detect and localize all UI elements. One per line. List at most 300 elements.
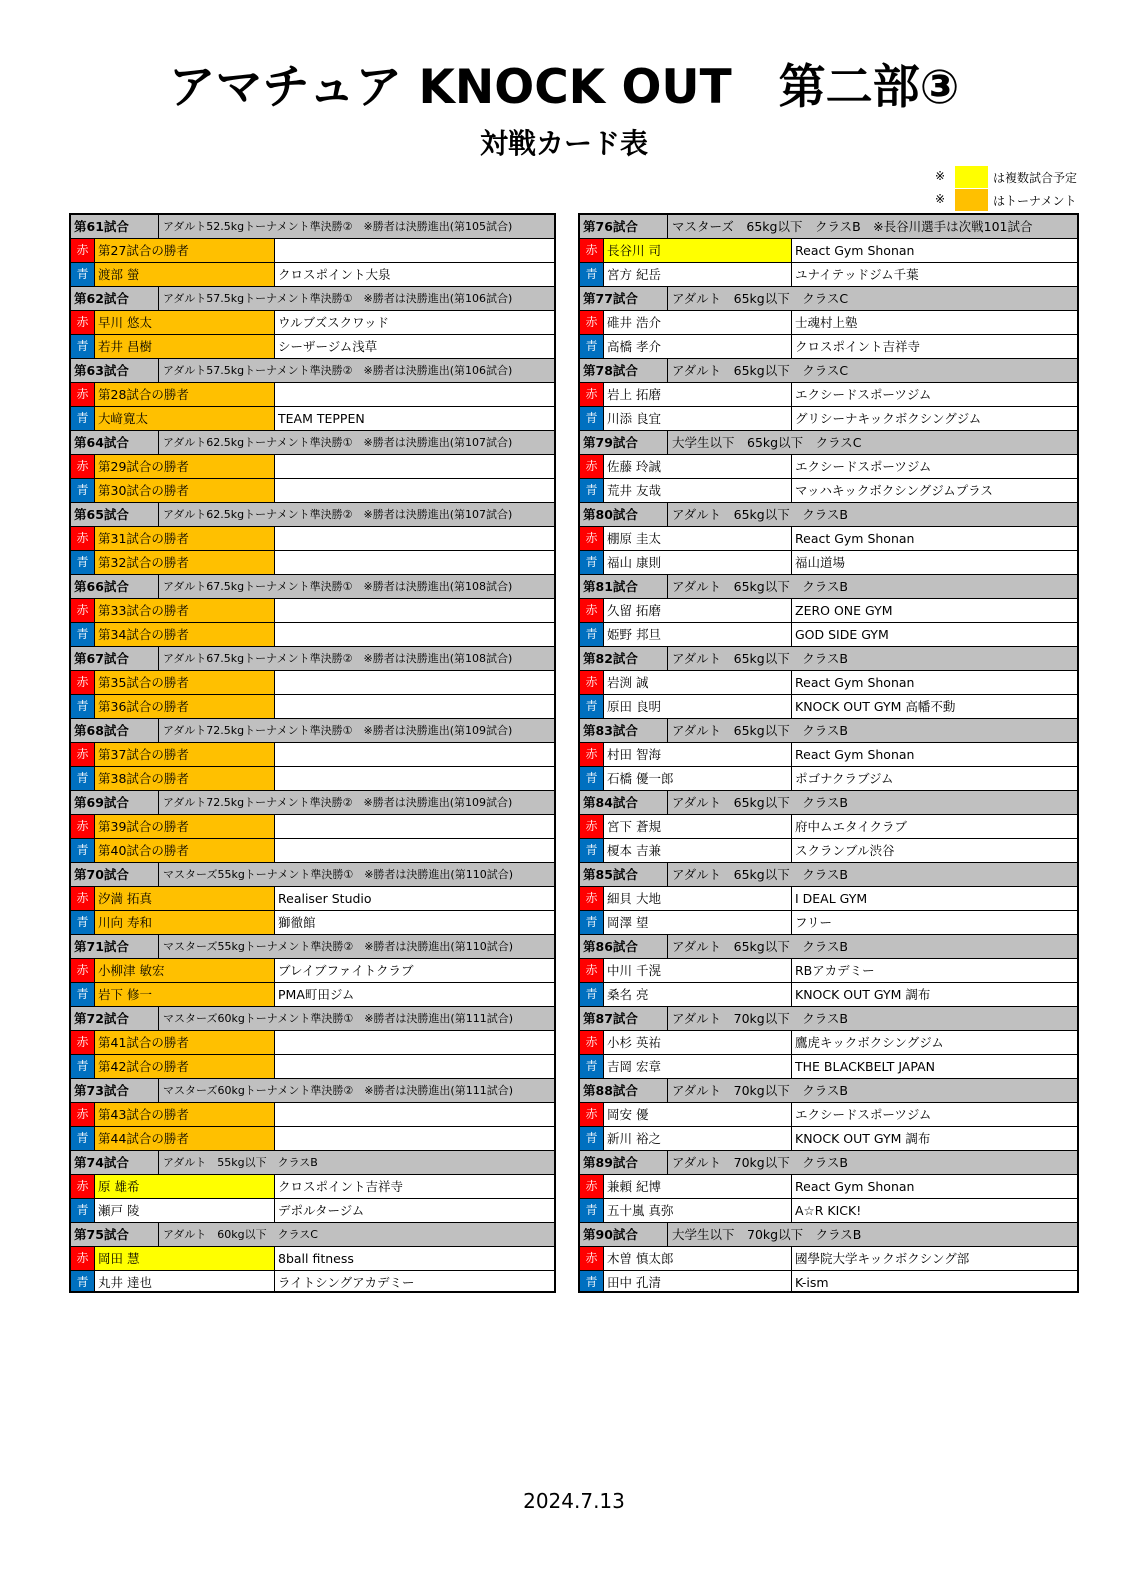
fighter-row-blue <box>580 407 1077 431</box>
fighter-gym: クロスポイント吉祥寺 <box>278 1179 404 1194</box>
match-header-row <box>580 1007 1077 1031</box>
fighter-name: 第37試合の勝者 <box>95 743 275 766</box>
match-description: マスターズ 65kg以下 クラスB ※長谷川選手は次戦101試合 <box>672 219 1033 234</box>
fighter-name: 川添 良宜 <box>604 407 792 430</box>
match-block <box>71 935 554 1007</box>
corner-label-blue: 青 <box>580 551 604 574</box>
match-number: 第62試合 <box>71 287 159 310</box>
fighter-name: 岡田 慧 <box>95 1247 275 1270</box>
fighter-row-red <box>580 1247 1077 1271</box>
fighter-row-red <box>71 1031 554 1055</box>
match-number: 第89試合 <box>580 1151 668 1174</box>
fighter-row-blue <box>580 1271 1077 1293</box>
match-header-row <box>71 863 554 887</box>
corner-label-blue: 青 <box>580 767 604 790</box>
fighter-name: 五十嵐 真弥 <box>604 1199 792 1222</box>
corner-label-blue: 青 <box>71 1199 95 1222</box>
fighter-gym: KNOCK OUT GYM 調布 <box>795 987 931 1002</box>
fighter-gym: クロスポイント大泉 <box>278 267 391 282</box>
fighter-row-blue <box>580 911 1077 935</box>
fighter-row-red <box>580 887 1077 911</box>
fighter-name: 第29試合の勝者 <box>95 455 275 478</box>
fighter-gym: エクシードスポーツジム <box>795 1107 932 1122</box>
fighter-name: 細貝 大地 <box>604 887 792 910</box>
match-header-row <box>580 647 1077 671</box>
fighter-gym <box>275 239 554 262</box>
corner-label-blue: 青 <box>580 623 604 646</box>
legend-text: は複数試合予定 <box>993 171 1078 185</box>
match-block <box>71 863 554 935</box>
corner-label-red: 赤 <box>71 815 95 838</box>
match-header-row <box>580 215 1077 239</box>
match-block <box>580 719 1077 791</box>
corner-label-blue: 青 <box>580 695 604 718</box>
fighter-name: 川向 寿和 <box>95 911 275 934</box>
fighter-name: 中川 千滉 <box>604 959 792 982</box>
match-number: 第74試合 <box>71 1151 159 1174</box>
match-number: 第88試合 <box>580 1079 668 1102</box>
fighter-row-red <box>71 1247 554 1271</box>
match-header-row <box>580 503 1077 527</box>
fighter-gym: デポルタージム <box>278 1203 365 1218</box>
match-block <box>71 1151 554 1223</box>
fighter-name: 第34試合の勝者 <box>95 623 275 646</box>
page-title: アマチュア KNOCK OUT 第二部③ <box>168 60 960 115</box>
match-block <box>580 1079 1077 1151</box>
fighter-name: 第39試合の勝者 <box>95 815 275 838</box>
fighter-row-red <box>71 239 554 263</box>
corner-label-red: 赤 <box>71 887 95 910</box>
corner-label-red: 赤 <box>580 455 604 478</box>
fighter-name: 大﨑寛太 <box>95 407 275 430</box>
fighter-row-red <box>71 527 554 551</box>
fighter-name: 早川 悠太 <box>95 311 275 334</box>
match-description: アダルト 65kg以下 クラスB <box>672 939 848 954</box>
corner-label-blue: 青 <box>71 839 95 862</box>
match-number: 第72試合 <box>71 1007 159 1030</box>
fighter-name: 第28試合の勝者 <box>95 383 275 406</box>
fighter-row-red <box>580 1175 1077 1199</box>
fighter-row-blue <box>71 479 554 503</box>
corner-label-blue: 青 <box>71 983 95 1006</box>
match-block <box>71 1223 554 1293</box>
fighter-name: 兼頼 紀博 <box>604 1175 792 1198</box>
fighter-name: 榎本 吉兼 <box>604 839 792 862</box>
fighter-gym: I DEAL GYM <box>795 891 868 906</box>
legend-text: はトーナメント <box>993 194 1077 208</box>
fighter-gym <box>275 815 554 838</box>
fighter-gym: ZERO ONE GYM <box>795 603 893 618</box>
match-number: 第68試合 <box>71 719 159 742</box>
match-description: アダルト 65kg以下 クラスB <box>672 795 848 810</box>
fighter-gym: 鷹虎キックボクシングジム <box>795 1035 944 1050</box>
fighter-name: 木曽 慎太郎 <box>604 1247 792 1270</box>
match-number: 第79試合 <box>580 431 668 454</box>
fighter-row-red <box>71 383 554 407</box>
fighter-row-blue <box>580 551 1077 575</box>
match-block <box>580 575 1077 647</box>
corner-label-red: 赤 <box>71 743 95 766</box>
fighter-row-red <box>71 1103 554 1127</box>
fighter-gym <box>275 479 554 502</box>
match-description: アダルト57.5kgトーナメント準決勝① ※勝者は決勝進出(第106試合) <box>163 292 513 305</box>
fighter-name: 岡澤 望 <box>604 911 792 934</box>
corner-label-blue: 青 <box>580 1199 604 1222</box>
fighter-name: 小柳津 敏宏 <box>95 959 275 982</box>
match-header-row <box>71 503 554 527</box>
fighter-name: 新川 裕之 <box>604 1127 792 1150</box>
fighter-row-red <box>71 959 554 983</box>
corner-label-blue: 青 <box>580 479 604 502</box>
fighter-row-blue <box>71 1199 554 1223</box>
corner-label-blue: 青 <box>580 911 604 934</box>
corner-label-red: 赤 <box>580 383 604 406</box>
fighter-gym: 士魂村上塾 <box>795 315 858 330</box>
corner-label-red: 赤 <box>71 1175 95 1198</box>
match-number: 第80試合 <box>580 503 668 526</box>
fighter-gym: RBアカデミー <box>795 963 875 978</box>
corner-label-blue: 青 <box>580 839 604 862</box>
fighter-name: 姫野 邦旦 <box>604 623 792 646</box>
match-block <box>71 359 554 431</box>
fighter-gym <box>275 1127 554 1150</box>
match-description: アダルト 70kg以下 クラスB <box>672 1011 848 1026</box>
match-description: アダルト52.5kgトーナメント準決勝② ※勝者は決勝進出(第105試合) <box>163 220 513 233</box>
fighter-name: 長谷川 司 <box>604 239 792 262</box>
fighter-row-blue <box>71 767 554 791</box>
fighter-gym <box>275 671 554 694</box>
match-header-row <box>580 431 1077 455</box>
fighter-gym <box>275 1103 554 1126</box>
match-block <box>580 791 1077 863</box>
fighter-name: 第27試合の勝者 <box>95 239 275 262</box>
fighter-row-red <box>580 599 1077 623</box>
match-header-row <box>580 791 1077 815</box>
fighter-row-red <box>71 743 554 767</box>
match-header-row <box>71 1223 554 1247</box>
legend-swatch-yellow <box>955 166 988 188</box>
fighter-row-blue <box>71 695 554 719</box>
corner-label-blue: 青 <box>580 1271 604 1293</box>
corner-label-blue: 青 <box>71 767 95 790</box>
match-block <box>71 791 554 863</box>
match-block <box>71 431 554 503</box>
fighter-gym: TEAM TEPPEN <box>278 411 365 426</box>
match-header-row <box>71 935 554 959</box>
match-number: 第77試合 <box>580 287 668 310</box>
fighter-gym: エクシードスポーツジム <box>795 459 932 474</box>
fighter-name: 田中 孔清 <box>604 1271 792 1293</box>
corner-label-red: 赤 <box>580 527 604 550</box>
fighter-gym: React Gym Shonan <box>795 1179 915 1194</box>
fighter-row-red <box>71 815 554 839</box>
match-number: 第63試合 <box>71 359 159 382</box>
corner-label-blue: 青 <box>580 263 604 286</box>
corner-label-blue: 青 <box>71 1271 95 1293</box>
match-header-row <box>71 1079 554 1103</box>
match-description: アダルト72.5kgトーナメント準決勝① ※勝者は決勝進出(第109試合) <box>163 724 513 737</box>
fighter-gym <box>275 551 554 574</box>
fighter-row-red <box>580 1103 1077 1127</box>
match-description: アダルト62.5kgトーナメント準決勝② ※勝者は決勝進出(第107試合) <box>163 508 513 521</box>
fighter-name: 第31試合の勝者 <box>95 527 275 550</box>
match-description: マスターズ60kgトーナメント準決勝① ※勝者は決勝進出(第111試合) <box>163 1012 514 1025</box>
fighter-row-blue <box>71 1055 554 1079</box>
match-block <box>580 1007 1077 1079</box>
fighter-gym: マッハキックボクシングジムプラス <box>795 483 993 498</box>
fighter-name: 岡安 優 <box>604 1103 792 1126</box>
fighter-row-red <box>580 527 1077 551</box>
fighter-name: 原 雄希 <box>95 1175 275 1198</box>
corner-label-blue: 青 <box>71 407 95 430</box>
fighter-gym <box>275 383 554 406</box>
corner-label-red: 赤 <box>580 311 604 334</box>
match-description: マスターズ55kgトーナメント準決勝② ※勝者は決勝進出(第110試合) <box>163 940 514 953</box>
fighter-name: 原田 良明 <box>604 695 792 718</box>
corner-label-red: 赤 <box>71 455 95 478</box>
corner-label-blue: 青 <box>71 1127 95 1150</box>
fighter-row-blue <box>580 1127 1077 1151</box>
fighter-row-red <box>71 671 554 695</box>
match-description: マスターズ55kgトーナメント準決勝① ※勝者は決勝進出(第110試合) <box>163 868 514 881</box>
fighter-gym: 獅徹館 <box>278 915 316 930</box>
corner-label-blue: 青 <box>71 1055 95 1078</box>
fighter-gym: ライトシングアカデミー <box>278 1275 415 1290</box>
match-description: アダルト 60kg以下 クラスC <box>163 1228 318 1241</box>
fighter-name: 桑名 亮 <box>604 983 792 1006</box>
corner-label-red: 赤 <box>580 887 604 910</box>
match-description: アダルト 65kg以下 クラスB <box>672 507 848 522</box>
fighter-name: 瀬戸 陵 <box>95 1199 275 1222</box>
fighter-row-blue <box>580 623 1077 647</box>
match-description: アダルト67.5kgトーナメント準決勝① ※勝者は決勝進出(第108試合) <box>163 580 513 593</box>
fighter-row-red <box>71 887 554 911</box>
corner-label-blue: 青 <box>71 479 95 502</box>
fighter-gym: 福山道場 <box>795 555 846 570</box>
corner-label-red: 赤 <box>71 959 95 982</box>
fighter-row-blue <box>580 263 1077 287</box>
match-description: アダルト72.5kgトーナメント準決勝② ※勝者は決勝進出(第109試合) <box>163 796 513 809</box>
fighter-name: 岩下 修一 <box>95 983 275 1006</box>
match-description: アダルト 70kg以下 クラスB <box>672 1083 848 1098</box>
fighter-gym: Realiser Studio <box>278 891 372 906</box>
fighter-gym <box>275 1055 554 1078</box>
fighter-name: 碓井 浩介 <box>604 311 792 334</box>
match-number: 第71試合 <box>71 935 159 958</box>
corner-label-red: 赤 <box>580 1103 604 1126</box>
fighter-gym <box>275 767 554 790</box>
fighter-row-blue <box>71 839 554 863</box>
fighter-name: 第40試合の勝者 <box>95 839 275 862</box>
fighter-gym: KNOCK OUT GYM 高幡不動 <box>795 699 956 714</box>
fighter-gym: KNOCK OUT GYM 調布 <box>795 1131 931 1146</box>
match-description: 大学生以下 70kg以下 クラスB <box>672 1227 862 1242</box>
match-header-row <box>580 935 1077 959</box>
fighter-gym: 8ball fitness <box>278 1251 354 1266</box>
match-block <box>580 431 1077 503</box>
match-header-row <box>71 791 554 815</box>
match-block <box>71 1079 554 1151</box>
match-block <box>71 1007 554 1079</box>
fighter-name: 渡部 螢 <box>95 263 275 286</box>
fighter-gym: シーザージム浅草 <box>278 339 378 354</box>
match-number: 第86試合 <box>580 935 668 958</box>
match-header-row <box>71 647 554 671</box>
match-description: アダルト57.5kgトーナメント準決勝② ※勝者は決勝進出(第106試合) <box>163 364 513 377</box>
fighter-row-blue <box>580 1055 1077 1079</box>
match-header-row <box>71 215 554 239</box>
fighter-name: 宮方 紀岳 <box>604 263 792 286</box>
fighter-gym: ブレイブファイトクラブ <box>278 963 414 978</box>
match-number: 第84試合 <box>580 791 668 814</box>
fighter-gym: K-ism <box>795 1275 829 1290</box>
fighter-gym: PMA町田ジム <box>278 987 355 1002</box>
match-header-row <box>71 1151 554 1175</box>
fighter-row-blue <box>580 479 1077 503</box>
match-description: アダルト 55kg以下 クラスB <box>163 1156 318 1169</box>
fighter-row-red <box>580 743 1077 767</box>
fighter-row-blue <box>580 839 1077 863</box>
corner-label-red: 赤 <box>580 1247 604 1270</box>
fighter-row-red <box>580 239 1077 263</box>
fighter-row-red <box>580 815 1077 839</box>
fighter-gym: ウルブズスクワッド <box>278 315 390 330</box>
match-header-row <box>71 1007 554 1031</box>
fighter-gym <box>275 455 554 478</box>
fighter-gym <box>275 743 554 766</box>
match-header-row <box>580 863 1077 887</box>
corner-label-blue: 青 <box>580 983 604 1006</box>
fighter-row-blue <box>71 623 554 647</box>
fighter-row-red <box>580 455 1077 479</box>
match-block <box>580 215 1077 287</box>
fighter-name: 第36試合の勝者 <box>95 695 275 718</box>
event-date: 2024.7.13 <box>523 1489 625 1513</box>
match-block <box>71 575 554 647</box>
fighter-row-red <box>580 383 1077 407</box>
fighter-name: 福山 康則 <box>604 551 792 574</box>
corner-label-blue: 青 <box>71 695 95 718</box>
match-number: 第85試合 <box>580 863 668 886</box>
fighter-name: 第35試合の勝者 <box>95 671 275 694</box>
fighter-gym: フリー <box>795 915 833 930</box>
corner-label-red: 赤 <box>71 1031 95 1054</box>
fighter-gym: ポゴナクラブジム <box>795 771 894 786</box>
corner-label-blue: 青 <box>71 335 95 358</box>
fighter-row-blue <box>580 983 1077 1007</box>
corner-label-red: 赤 <box>580 671 604 694</box>
legend-mark: ※ <box>935 169 946 183</box>
fighter-row-blue <box>580 335 1077 359</box>
legend-swatch-orange <box>955 189 988 211</box>
fighter-name: 棚原 圭太 <box>604 527 792 550</box>
fighter-name: 久留 拓磨 <box>604 599 792 622</box>
corner-label-blue: 青 <box>71 551 95 574</box>
match-description: アダルト 65kg以下 クラスB <box>672 651 848 666</box>
match-header-row <box>580 575 1077 599</box>
match-block <box>580 503 1077 575</box>
corner-label-blue: 青 <box>580 335 604 358</box>
fighter-name: 第44試合の勝者 <box>95 1127 275 1150</box>
fighter-name: 第33試合の勝者 <box>95 599 275 622</box>
fighter-row-red <box>71 311 554 335</box>
match-block <box>580 359 1077 431</box>
fighter-name: 村田 智海 <box>604 743 792 766</box>
fighter-gym: THE BLACKBELT JAPAN <box>795 1059 935 1074</box>
fighter-row-red <box>580 959 1077 983</box>
match-number: 第78試合 <box>580 359 668 382</box>
match-number: 第66試合 <box>71 575 159 598</box>
fighter-gym: エクシードスポーツジム <box>795 387 932 402</box>
match-description: アダルト 65kg以下 クラスC <box>672 291 849 306</box>
fighter-row-red <box>71 599 554 623</box>
corner-label-red: 赤 <box>71 239 95 262</box>
fighter-name: 吉岡 宏章 <box>604 1055 792 1078</box>
corner-label-red: 赤 <box>580 599 604 622</box>
corner-label-red: 赤 <box>580 1031 604 1054</box>
fighter-name: 第41試合の勝者 <box>95 1031 275 1054</box>
corner-label-red: 赤 <box>580 239 604 262</box>
fighter-name: 第32試合の勝者 <box>95 551 275 574</box>
fighter-row-blue <box>71 983 554 1007</box>
match-block <box>580 287 1077 359</box>
fighter-gym: GOD SIDE GYM <box>795 627 889 642</box>
fighter-gym <box>275 839 554 862</box>
match-block <box>580 863 1077 935</box>
match-number: 第61試合 <box>71 215 159 238</box>
match-block <box>71 287 554 359</box>
fighter-name: 岩上 拓磨 <box>604 383 792 406</box>
fighter-name: 若井 昌樹 <box>95 335 275 358</box>
match-number: 第65試合 <box>71 503 159 526</box>
fighter-gym: 府中ムエタイクラブ <box>795 819 908 834</box>
fighter-row-blue <box>71 1127 554 1151</box>
match-header-row <box>580 287 1077 311</box>
match-block <box>580 1151 1077 1223</box>
fighter-row-red <box>71 1175 554 1199</box>
match-block <box>580 1223 1077 1293</box>
fighter-name: 第38試合の勝者 <box>95 767 275 790</box>
fighter-gym <box>275 623 554 646</box>
fighter-name: 第42試合の勝者 <box>95 1055 275 1078</box>
match-header-row <box>71 287 554 311</box>
match-number: 第83試合 <box>580 719 668 742</box>
match-header-row <box>71 719 554 743</box>
fighter-name: 佐藤 玲誠 <box>604 455 792 478</box>
corner-label-blue: 青 <box>580 1127 604 1150</box>
fighter-row-red <box>71 455 554 479</box>
fighter-row-blue <box>71 407 554 431</box>
match-header-row <box>71 431 554 455</box>
match-description: マスターズ60kgトーナメント準決勝② ※勝者は決勝進出(第111試合) <box>163 1084 514 1097</box>
match-description: アダルト 70kg以下 クラスB <box>672 1155 848 1170</box>
match-block <box>71 647 554 719</box>
fighter-gym: A☆R KICK! <box>795 1203 862 1218</box>
match-block <box>71 215 554 287</box>
fighter-name: 宮下 蒼規 <box>604 815 792 838</box>
fighter-row-blue <box>580 1199 1077 1223</box>
match-header-row <box>580 359 1077 383</box>
match-header-row <box>71 575 554 599</box>
match-header-row <box>580 719 1077 743</box>
fighter-gym: スクランブル渋谷 <box>795 843 895 858</box>
fighter-row-blue <box>71 911 554 935</box>
match-number: 第67試合 <box>71 647 159 670</box>
legend-mark: ※ <box>935 192 946 206</box>
corner-label-red: 赤 <box>71 383 95 406</box>
match-header-row <box>580 1223 1077 1247</box>
fighter-gym: クロスポイント吉祥寺 <box>795 339 921 354</box>
